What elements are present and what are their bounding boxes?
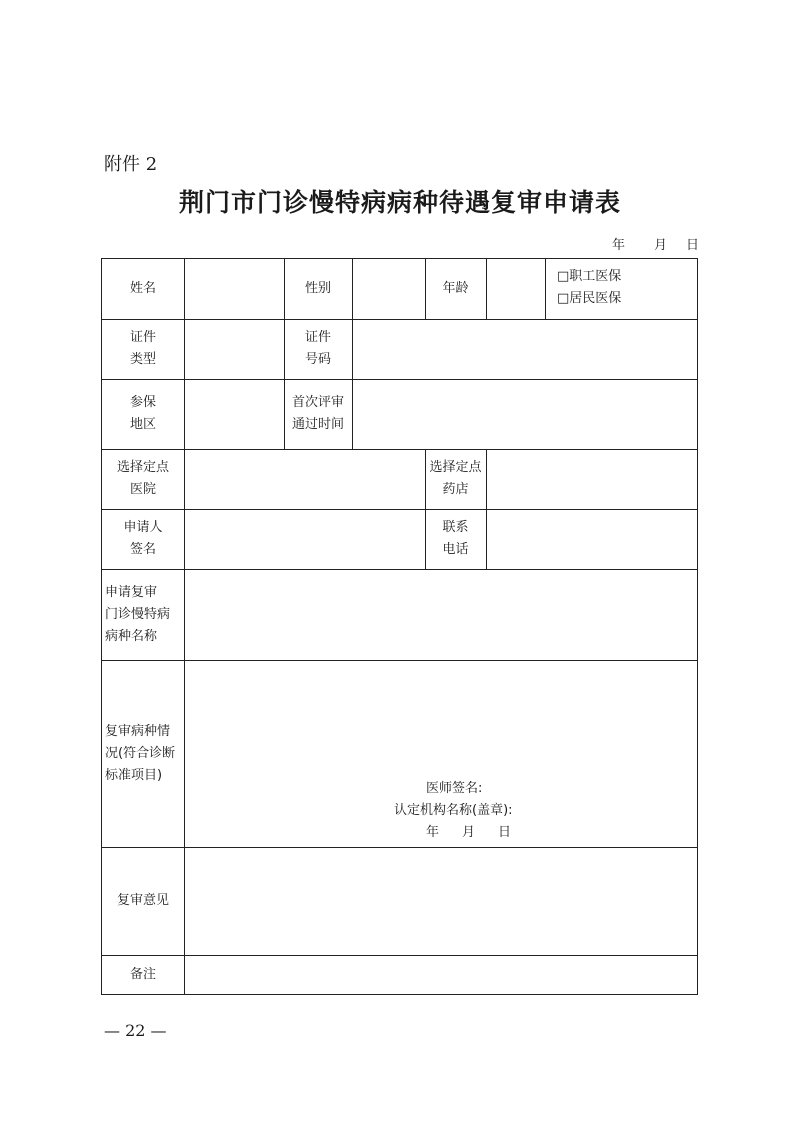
phone-label-line1: 联系 [442,520,469,535]
row-divider [102,955,697,956]
gender-label: 性别 [304,281,331,296]
applicant-signature-label [102,509,184,569]
header-date-year: 年 [612,238,626,253]
phone-label-line2: 电话 [442,542,469,557]
col-divider [352,259,353,319]
page-number: — 22 — [104,1021,167,1040]
attachment-label: 附件 2 [104,154,158,175]
applicant-label-line1: 申请人 [123,520,163,535]
pharmacy-label-line1: 选择定点 [429,460,482,475]
condition-label-line2: 况(符合诊断 [105,745,176,761]
id-type-label [102,319,184,379]
insurance-option-employee[interactable]: □职工医保 [557,269,622,284]
review-opinion-label: 复审意见 [116,893,169,908]
row-divider [102,449,697,450]
form-title: 荆门市门诊慢特病病种待遇复审申请表 [178,188,621,217]
first-review-label-line1: 首次评审 [291,395,344,410]
applicant-label-line2: 签名 [129,542,156,557]
hospital-label [102,449,184,509]
row-divider [102,847,697,848]
pharmacy-label [425,449,486,509]
application-form-table [101,258,698,995]
id-number-label-line2: 号码 [304,352,331,367]
condition-label-line3: 标准项目) [105,767,163,783]
id-number-label-line1: 证件 [304,330,331,345]
insurance-option-resident[interactable]: □居民医保 [557,291,622,306]
row-divider [102,319,697,320]
review-date-day: 日 [498,825,512,840]
row-divider [102,569,697,570]
pharmacy-label-line2: 药店 [442,482,469,497]
region-label-line2: 地区 [129,417,156,432]
age-label: 年龄 [442,281,469,296]
disease-name-label [102,569,184,660]
name-label: 姓名 [129,281,156,296]
disease-label-line3: 病种名称 [105,628,158,644]
hospital-label-line2: 医院 [129,482,156,497]
review-date-year: 年 [426,825,440,840]
header-date [612,234,699,253]
remarks-label: 备注 [129,966,156,982]
row-divider [102,660,697,661]
col-divider [486,449,487,569]
row-divider [102,379,697,380]
review-date-month: 月 [462,825,476,840]
institution-seal-label: 认定机构名称(盖章): [394,803,513,818]
hospital-label-line1: 选择定点 [116,460,169,475]
doctor-signature-label: 医师签名: [426,781,483,796]
review-date [426,822,511,844]
disease-label-line1: 申请复审 [105,584,158,600]
disease-label-line2: 门诊慢特病 [105,606,171,622]
header-date-month: 月 [654,238,668,253]
col-divider [545,259,546,319]
row-divider [102,509,697,510]
col-divider [184,259,185,994]
id-number-label [284,319,352,379]
first-review-time-label [284,379,352,449]
phone-label [425,509,486,569]
id-type-label-line1: 证件 [129,330,156,345]
id-type-label-line2: 类型 [129,352,156,367]
condition-label [102,660,184,847]
condition-label-line1: 复审病种情 [105,723,171,739]
col-divider [486,259,487,319]
header-date-day: 日 [686,238,700,253]
region-label-line1: 参保 [129,395,156,410]
col-divider [352,319,353,449]
first-review-label-line2: 通过时间 [291,417,344,432]
region-label [102,379,184,449]
